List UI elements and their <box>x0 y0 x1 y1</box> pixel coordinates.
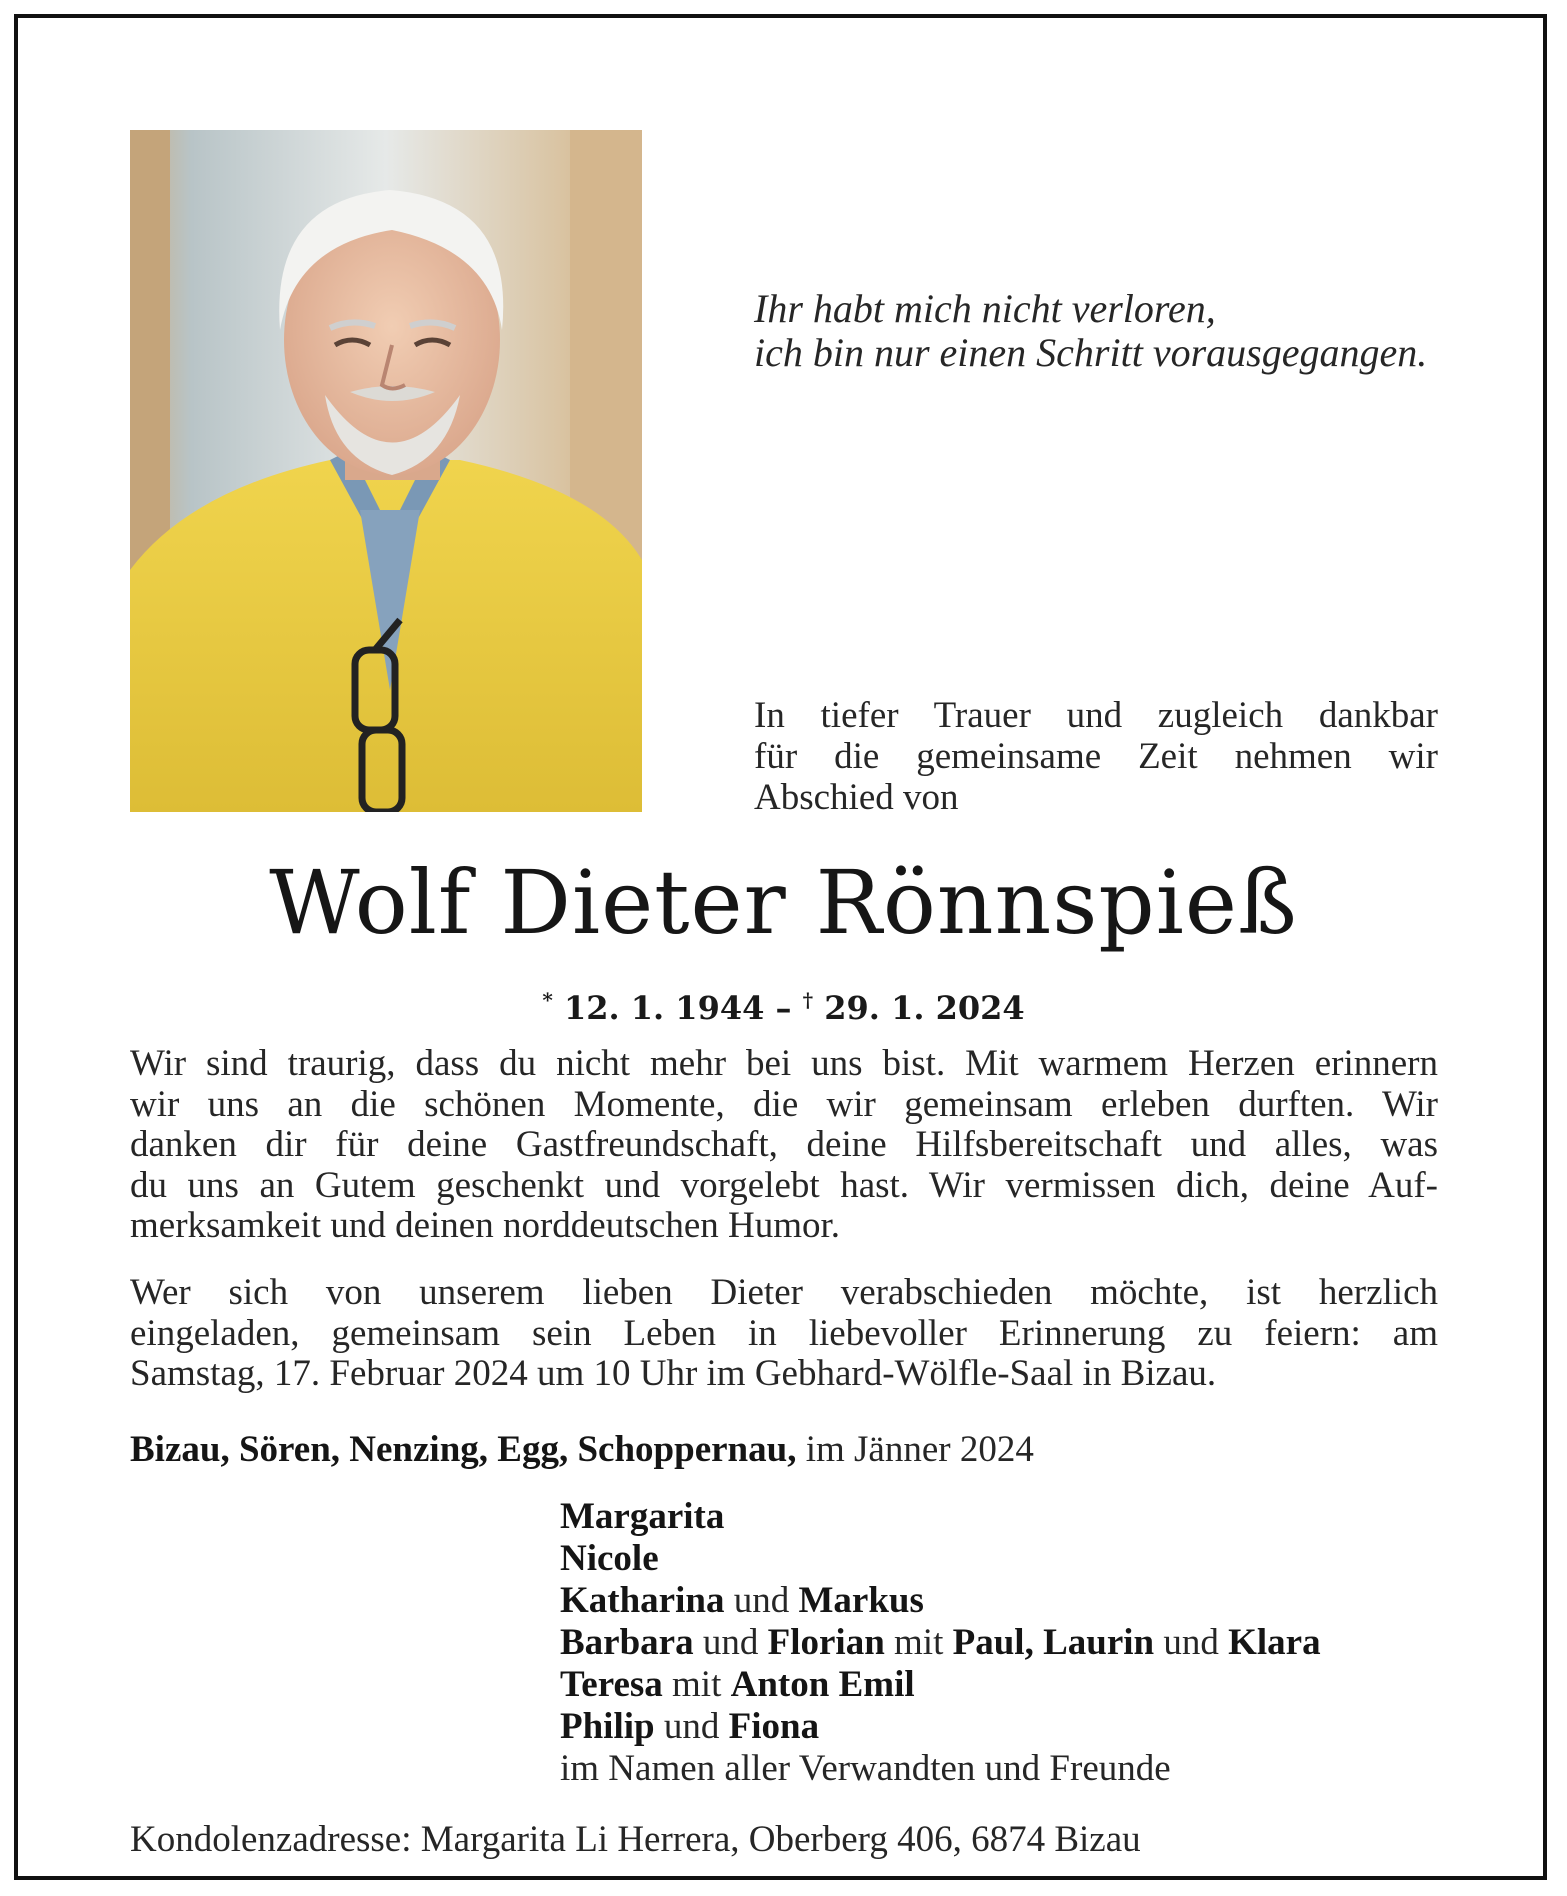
places-and-date <box>130 1428 1034 1472</box>
family-member: Barbara <box>560 1622 694 1663</box>
intro-line: für die gemeinsame Zeit nehmen wir <box>754 736 1438 777</box>
family-member: Katharina <box>560 1580 725 1621</box>
family-member: Paul, Laurin <box>952 1622 1155 1663</box>
conjunction: und <box>702 1622 759 1663</box>
condolence-address: Kondolenzadresse: Margarita Li Herrera, Oberberg 406, 6874 Bizau <box>130 1819 1141 1860</box>
birth-symbol: * <box>542 988 553 1012</box>
family-line <box>560 1538 1321 1580</box>
life-dates <box>0 978 1567 1030</box>
paragraph-line: du uns an Gutem geschenkt und vorgelebt hast. Wir vermissen dich, deine Auf- <box>130 1164 1438 1206</box>
portrait-photo <box>130 130 642 812</box>
family-closing: im Namen aller Verwandten und Freunde <box>560 1748 1171 1789</box>
family-line <box>560 1664 1321 1706</box>
death-symbol: † <box>802 988 814 1012</box>
quote-line: ich bin nur einen Schritt vorausgegangen. <box>754 330 1428 375</box>
conjunction: und <box>663 1706 720 1747</box>
conjunction: und <box>733 1580 790 1621</box>
family-member: Margarita <box>560 1496 725 1537</box>
death-date: 29. 1. 2024 <box>824 989 1025 1027</box>
conjunction: und <box>1163 1622 1219 1663</box>
conjunction: mit <box>672 1664 722 1705</box>
places-date: im Jänner 2024 <box>805 1429 1034 1470</box>
ceremony-paragraph <box>130 1273 1438 1395</box>
family-line <box>560 1622 1321 1664</box>
tribute-paragraph <box>130 1044 1438 1247</box>
paragraph-line: merksamkeit und deinen norddeutschen Humor. <box>130 1205 841 1246</box>
memorial-quote <box>754 287 1494 375</box>
family-member: Nicole <box>560 1538 659 1579</box>
paragraph-line: Wer sich von unserem lieben Dieter verabschieden möchte, ist herzlich <box>130 1272 1438 1313</box>
family-member: Florian <box>767 1622 885 1663</box>
family-member: Markus <box>798 1580 924 1621</box>
family-line <box>560 1580 1321 1622</box>
family-member: Anton Emil <box>730 1664 915 1705</box>
family-member: Teresa <box>560 1664 663 1705</box>
intro-line: In tiefer Trauer und zugleich dankbar <box>754 695 1438 736</box>
intro-line: Abschied von <box>754 777 959 818</box>
paragraph-line: Wir sind traurig, dass du nicht mehr bei uns bist. Mit warmem Herzen erinnern <box>130 1043 1438 1084</box>
quote-line: Ihr habt mich nicht verloren, <box>754 286 1216 331</box>
places-towns: Bizau, Sören, Nenzing, Egg, Schoppernau, <box>130 1429 797 1470</box>
intro-text <box>754 695 1438 818</box>
family-line <box>560 1706 1321 1748</box>
paragraph-line: eingeladen, gemeinsam sein Leben in liebevoller Erinnerung zu feiern: am <box>130 1312 1438 1354</box>
paragraph-line: wir uns an die schönen Momente, die wir gemeinsam erleben durften. Wir <box>130 1083 1438 1125</box>
birth-date: 12. 1. 1944 <box>563 989 765 1027</box>
family-line <box>560 1496 1321 1538</box>
family-member: Fiona <box>728 1706 820 1747</box>
family-member: Philip <box>560 1706 655 1747</box>
deceased-name: Wolf Dieter Rönnspieß <box>269 851 1298 954</box>
paragraph-line: Samstag, 17. Februar 2024 um 10 Uhr im Gebhard-Wölfle-Saal in Bizau. <box>130 1353 1217 1394</box>
family-member: Klara <box>1228 1622 1321 1663</box>
family-list <box>560 1496 1321 1790</box>
paragraph-line: danken dir für deine Gastfreundschaft, deine Hilfsbereitschaft und alles, was <box>130 1124 1438 1165</box>
date-separator: – <box>775 989 792 1027</box>
conjunction: mit <box>894 1622 944 1663</box>
